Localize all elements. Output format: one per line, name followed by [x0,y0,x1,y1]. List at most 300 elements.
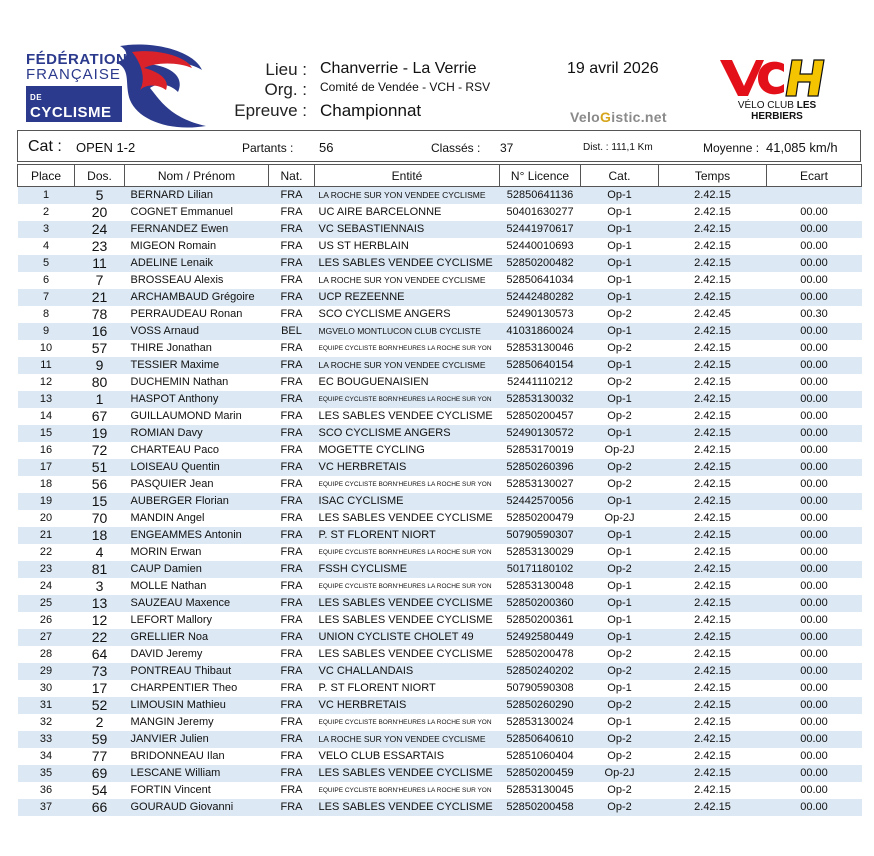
cell-licence: 52850260290 [500,697,581,714]
table-row [18,272,862,289]
cell-place: 26 [18,612,75,629]
cell-place: 22 [18,544,75,561]
cell-name: PONTREAU Thibaut [125,663,269,680]
cell-nat: BEL [269,323,315,340]
cell-cat: Op-2 [581,306,659,323]
org-value: Comité de Vendée - VCH - RSV [320,80,491,94]
classes-label: Classés : [431,141,481,155]
ffc-prefix: DE [30,93,43,102]
cell-cat: Op-1 [581,493,659,510]
cell-temps: 2.42.15 [659,221,767,238]
cell-dossard: 57 [75,340,125,357]
cell-cat: Op-2 [581,561,659,578]
cell-name: FORTIN Vincent [125,782,269,799]
race-info-bar [17,130,861,162]
cell-temps: 2.42.15 [659,663,767,680]
col-ecart: Ecart [767,165,862,187]
cell-ecart: 00.00 [767,578,862,595]
cell-temps: 2.42.15 [659,731,767,748]
cell-place: 30 [18,680,75,697]
cell-name: ROMIAN Davy [125,425,269,442]
cell-cat: Op-1 [581,221,659,238]
cell-temps: 2.42.15 [659,629,767,646]
cell-ecart: 00.00 [767,765,862,782]
col-entite: Entité [315,165,500,187]
cell-dossard: 24 [75,221,125,238]
race-date: 19 avril 2026 [567,60,659,77]
cell-nat: FRA [269,425,315,442]
cell-place: 17 [18,459,75,476]
cell-dossard: 66 [75,799,125,816]
cell-place: 6 [18,272,75,289]
cell-temps: 2.42.15 [659,765,767,782]
cell-dossard: 56 [75,476,125,493]
cell-cat: Op-1 [581,544,659,561]
cell-ecart: 00.00 [767,204,862,221]
cell-licence: 52853130024 [500,714,581,731]
cell-licence: 52441110212 [500,374,581,391]
cell-place: 23 [18,561,75,578]
cell-name: ADELINE Lenaik [125,255,269,272]
cell-licence: 52853130045 [500,782,581,799]
table-row [18,255,862,272]
cell-place: 18 [18,476,75,493]
cell-name: MANDIN Angel [125,510,269,527]
cell-dossard: 54 [75,782,125,799]
table-row [18,799,862,816]
cell-dossard: 80 [75,374,125,391]
table-row [18,374,862,391]
cell-nat: FRA [269,799,315,816]
lieu-value: Chanverrie - La Verrie [320,60,477,77]
cell-cat: Op-1 [581,289,659,306]
cell-cat: Op-1 [581,204,659,221]
cell-dossard: 77 [75,748,125,765]
col-cat: Cat. [581,165,659,187]
cell-nat: FRA [269,340,315,357]
cell-entite: P. ST FLORENT NIORT [315,527,500,544]
cell-cat: Op-1 [581,187,659,205]
cell-entite: P. ST FLORENT NIORT [315,680,500,697]
cat-label: Cat : [28,138,62,155]
cell-entite: UC AIRE BARCELONNE [315,204,500,221]
cell-place: 27 [18,629,75,646]
cell-place: 29 [18,663,75,680]
cell-name: GRELLIER Noa [125,629,269,646]
cell-cat: Op-2 [581,374,659,391]
table-row [18,748,862,765]
cell-entite: LA ROCHE SUR YON VENDEE CYCLISME [315,731,500,748]
cell-licence: 52853130029 [500,544,581,561]
cell-licence: 52853130046 [500,340,581,357]
cell-licence: 52850200482 [500,255,581,272]
cell-licence: 52442570056 [500,493,581,510]
cell-dossard: 3 [75,578,125,595]
cell-licence: 52441970617 [500,221,581,238]
cell-temps: 2.42.15 [659,544,767,561]
cell-licence: 52850200478 [500,646,581,663]
cell-ecart: 00.00 [767,612,862,629]
cell-nat: FRA [269,578,315,595]
cell-nat: FRA [269,374,315,391]
cell-nat: FRA [269,221,315,238]
cell-cat: Op-2 [581,782,659,799]
cell-place: 4 [18,238,75,255]
cell-dossard: 5 [75,187,125,205]
cell-place: 32 [18,714,75,731]
cell-ecart: 00.00 [767,595,862,612]
velogistic-link[interactable] [570,109,667,125]
cell-ecart: 00.00 [767,221,862,238]
cell-name: PASQUIER Jean [125,476,269,493]
cell-dossard: 51 [75,459,125,476]
table-row [18,782,862,799]
cell-name: HASPOT Anthony [125,391,269,408]
cell-temps: 2.42.15 [659,272,767,289]
cell-cat: Op-2J [581,765,659,782]
cell-cat: Op-1 [581,425,659,442]
table-row [18,408,862,425]
cell-licence: 52440010693 [500,238,581,255]
cell-cat: Op-1 [581,391,659,408]
cell-place: 25 [18,595,75,612]
cell-dossard: 70 [75,510,125,527]
cell-licence: 52850200360 [500,595,581,612]
cell-dossard: 1 [75,391,125,408]
cell-dossard: 13 [75,595,125,612]
cell-nat: FRA [269,187,315,205]
cell-nat: FRA [269,238,315,255]
cell-ecart: 00.00 [767,663,862,680]
cell-cat: Op-2 [581,646,659,663]
table-row [18,527,862,544]
cell-ecart: 00.00 [767,340,862,357]
cell-dossard: 11 [75,255,125,272]
cell-nat: FRA [269,272,315,289]
cell-dossard: 72 [75,442,125,459]
cell-place: 24 [18,578,75,595]
cell-name: COGNET Emmanuel [125,204,269,221]
cell-name: CAUP Damien [125,561,269,578]
cell-temps: 2.42.15 [659,782,767,799]
cell-place: 12 [18,374,75,391]
cell-name: MOLLE Nathan [125,578,269,595]
cell-temps: 2.42.15 [659,238,767,255]
cell-name: MIGEON Romain [125,238,269,255]
cell-place: 36 [18,782,75,799]
results-body [18,187,862,817]
cell-place: 15 [18,425,75,442]
table-row [18,187,862,205]
cell-place: 3 [18,221,75,238]
cell-ecart: 00.00 [767,442,862,459]
cell-ecart: 00.00 [767,561,862,578]
col-nat: Nat. [269,165,315,187]
cell-nat: FRA [269,204,315,221]
cell-cat: Op-1 [581,714,659,731]
cell-dossard: 12 [75,612,125,629]
ffc-line3 [26,86,122,122]
table-row [18,357,862,374]
cell-entite: SCO CYCLISME ANGERS [315,425,500,442]
cell-name: GOURAUD Giovanni [125,799,269,816]
cell-place: 9 [18,323,75,340]
cell-name: ARCHAMBAUD Grégoire [125,289,269,306]
cell-place: 16 [18,442,75,459]
cell-temps: 2.42.15 [659,204,767,221]
cell-entite: LES SABLES VENDEE CYCLISME [315,612,500,629]
cell-entite: LA ROCHE SUR YON VENDEE CYCLISME [315,272,500,289]
cell-ecart: 00.00 [767,255,862,272]
cell-nat: FRA [269,765,315,782]
cell-temps: 2.42.15 [659,459,767,476]
cell-cat: Op-2 [581,340,659,357]
cell-temps: 2.42.15 [659,714,767,731]
cell-place: 34 [18,748,75,765]
cell-cat: Op-2 [581,476,659,493]
cell-entite: UNION CYCLISTE CHOLET 49 [315,629,500,646]
table-row [18,476,862,493]
cell-ecart: 00.00 [767,680,862,697]
cell-place: 7 [18,289,75,306]
cat-value: OPEN 1-2 [76,140,136,155]
cell-temps: 2.42.15 [659,374,767,391]
table-row [18,459,862,476]
cell-nat: FRA [269,646,315,663]
cell-dossard: 20 [75,204,125,221]
cell-nat: FRA [269,255,315,272]
table-row [18,442,862,459]
cell-temps: 2.42.15 [659,646,767,663]
cell-temps: 2.42.15 [659,748,767,765]
cell-ecart: 00.00 [767,425,862,442]
cell-entite: LES SABLES VENDEE CYCLISME [315,595,500,612]
cell-temps: 2.42.15 [659,391,767,408]
table-row [18,663,862,680]
table-row [18,306,862,323]
cell-dossard: 78 [75,306,125,323]
cell-ecart: 00.00 [767,238,862,255]
cell-cat: Op-1 [581,323,659,340]
cell-name: DUCHEMIN Nathan [125,374,269,391]
cell-licence: 52853130048 [500,578,581,595]
cell-licence: 52850641136 [500,187,581,205]
ffc-line2: FRANÇAISE [26,66,121,83]
cell-dossard: 7 [75,272,125,289]
cell-temps: 2.42.45 [659,306,767,323]
cell-name: AUBERGER Florian [125,493,269,510]
cell-place: 11 [18,357,75,374]
table-row [18,680,862,697]
cell-nat: FRA [269,527,315,544]
cell-nat: FRA [269,476,315,493]
cell-entite: LES SABLES VENDEE CYCLISME [315,765,500,782]
cell-ecart: 00.00 [767,544,862,561]
cell-name: LESCANE William [125,765,269,782]
club-sub-b: LES HERBIERS [751,100,817,122]
cell-cat: Op-2J [581,442,659,459]
cell-entite: EQUIPE CYCLISTE BORN'HEURES LA ROCHE SUR YON [315,578,500,595]
cell-dossard: 2 [75,714,125,731]
cell-dossard: 59 [75,731,125,748]
cell-name: VOSS Arnaud [125,323,269,340]
cell-dossard: 17 [75,680,125,697]
cell-licence: 52850641034 [500,272,581,289]
cell-ecart: 00.00 [767,646,862,663]
table-row [18,646,862,663]
cell-licence: 52490130572 [500,425,581,442]
cell-ecart: 00.00 [767,510,862,527]
cell-licence: 52853130027 [500,476,581,493]
table-row [18,425,862,442]
table-row [18,578,862,595]
cell-name: JANVIER Julien [125,731,269,748]
table-row [18,612,862,629]
club-subtitle [712,100,842,122]
cell-temps: 2.42.15 [659,289,767,306]
cell-dossard: 18 [75,527,125,544]
table-row [18,510,862,527]
cell-name: LEFORT Mallory [125,612,269,629]
cell-dossard: 67 [75,408,125,425]
ffc-line1: FÉDÉRATION [26,51,128,68]
cell-temps: 2.42.15 [659,612,767,629]
epreuve-value: Championnat [320,101,422,120]
table-row [18,714,862,731]
cell-licence: 52850260396 [500,459,581,476]
cell-entite: EQUIPE CYCLISTE BORN'HEURES LA ROCHE SUR YON [315,714,500,731]
cell-name: LIMOUSIN Mathieu [125,697,269,714]
cell-ecart: 00.00 [767,714,862,731]
cell-nat: FRA [269,714,315,731]
cell-temps: 2.42.15 [659,323,767,340]
cell-ecart: 00.00 [767,782,862,799]
cell-dossard: 64 [75,646,125,663]
cell-place: 31 [18,697,75,714]
table-row [18,323,862,340]
cell-temps: 2.42.15 [659,561,767,578]
partants-value: 56 [319,140,334,155]
cell-entite: ISAC CYCLISME [315,493,500,510]
cell-nat: FRA [269,391,315,408]
cell-ecart: 00.00 [767,459,862,476]
cell-entite: LES SABLES VENDEE CYCLISME [315,408,500,425]
cell-entite: EQUIPE CYCLISTE BORN'HEURES LA ROCHE SUR YON [315,476,500,493]
cell-entite: EQUIPE CYCLISTE BORN'HEURES LA ROCHE SUR YON [315,391,500,408]
cell-nat: FRA [269,408,315,425]
cell-ecart: 00.00 [767,374,862,391]
cell-cat: Op-2 [581,408,659,425]
cell-licence: 52850200479 [500,510,581,527]
ffc-line3-text: CYCLISME [30,104,112,121]
table-row [18,493,862,510]
cell-cat: Op-1 [581,238,659,255]
cell-temps: 2.42.15 [659,510,767,527]
cell-place: 20 [18,510,75,527]
cell-nat: FRA [269,782,315,799]
cell-name: MANGIN Jeremy [125,714,269,731]
cell-ecart: 00.00 [767,357,862,374]
cell-name: GUILLAUMOND Marin [125,408,269,425]
cell-ecart: 00.00 [767,408,862,425]
cell-entite: SCO CYCLISME ANGERS [315,306,500,323]
results-table [17,164,862,816]
cell-cat: Op-1 [581,357,659,374]
cell-place: 33 [18,731,75,748]
cell-place: 8 [18,306,75,323]
moyenne-value: 41,085 km/h [766,140,838,155]
cell-temps: 2.42.15 [659,187,767,205]
cell-ecart: 00.00 [767,629,862,646]
cell-temps: 2.42.15 [659,680,767,697]
cell-licence: 52850200361 [500,612,581,629]
cell-temps: 2.42.15 [659,799,767,816]
cell-ecart [767,187,862,205]
cell-dossard: 15 [75,493,125,510]
table-row [18,221,862,238]
cell-cat: Op-1 [581,255,659,272]
cell-name: BROSSEAU Alexis [125,272,269,289]
cell-licence: 52851060404 [500,748,581,765]
cell-cat: Op-2 [581,663,659,680]
cell-ecart: 00.00 [767,748,862,765]
cell-entite: EQUIPE CYCLISTE BORN'HEURES LA ROCHE SUR YON [315,544,500,561]
cell-name: MORIN Erwan [125,544,269,561]
cell-entite: LA ROCHE SUR YON VENDEE CYCLISME [315,357,500,374]
cell-cat: Op-2 [581,748,659,765]
cell-dossard: 69 [75,765,125,782]
cell-cat: Op-1 [581,629,659,646]
table-row [18,204,862,221]
cell-dossard: 21 [75,289,125,306]
cell-temps: 2.42.15 [659,476,767,493]
cell-ecart: 00.00 [767,731,862,748]
cell-name: SAUZEAU Maxence [125,595,269,612]
cell-ecart: 00.00 [767,391,862,408]
epreuve-label: Epreuve : [234,101,307,120]
cell-name: ENGEAMMES Antonin [125,527,269,544]
cell-temps: 2.42.15 [659,357,767,374]
cell-nat: FRA [269,459,315,476]
cell-licence: 50790590308 [500,680,581,697]
cell-licence: 52850240202 [500,663,581,680]
cell-place: 28 [18,646,75,663]
cell-name: BERNARD Lilian [125,187,269,205]
cell-temps: 2.42.15 [659,578,767,595]
cell-ecart: 00.00 [767,527,862,544]
table-row [18,289,862,306]
cell-cat: Op-2 [581,731,659,748]
table-row [18,697,862,714]
cell-place: 2 [18,204,75,221]
cell-entite: VC CHALLANDAIS [315,663,500,680]
cell-dossard: 22 [75,629,125,646]
cell-entite: FSSH CYCLISME [315,561,500,578]
cell-name: CHARTEAU Paco [125,442,269,459]
cell-entite: EC BOUGUENAISIEN [315,374,500,391]
partants-label: Partants : [242,141,294,155]
cell-nat: FRA [269,306,315,323]
org-label: Org. : [264,80,307,99]
cell-dossard: 52 [75,697,125,714]
cell-nat: FRA [269,697,315,714]
cell-temps: 2.42.15 [659,595,767,612]
cell-licence: 52490130573 [500,306,581,323]
col-place: Place [18,165,75,187]
cell-entite: LES SABLES VENDEE CYCLISME [315,799,500,816]
cell-licence: 50401630277 [500,204,581,221]
cell-entite: EQUIPE CYCLISTE BORN'HEURES LA ROCHE SUR YON [315,340,500,357]
